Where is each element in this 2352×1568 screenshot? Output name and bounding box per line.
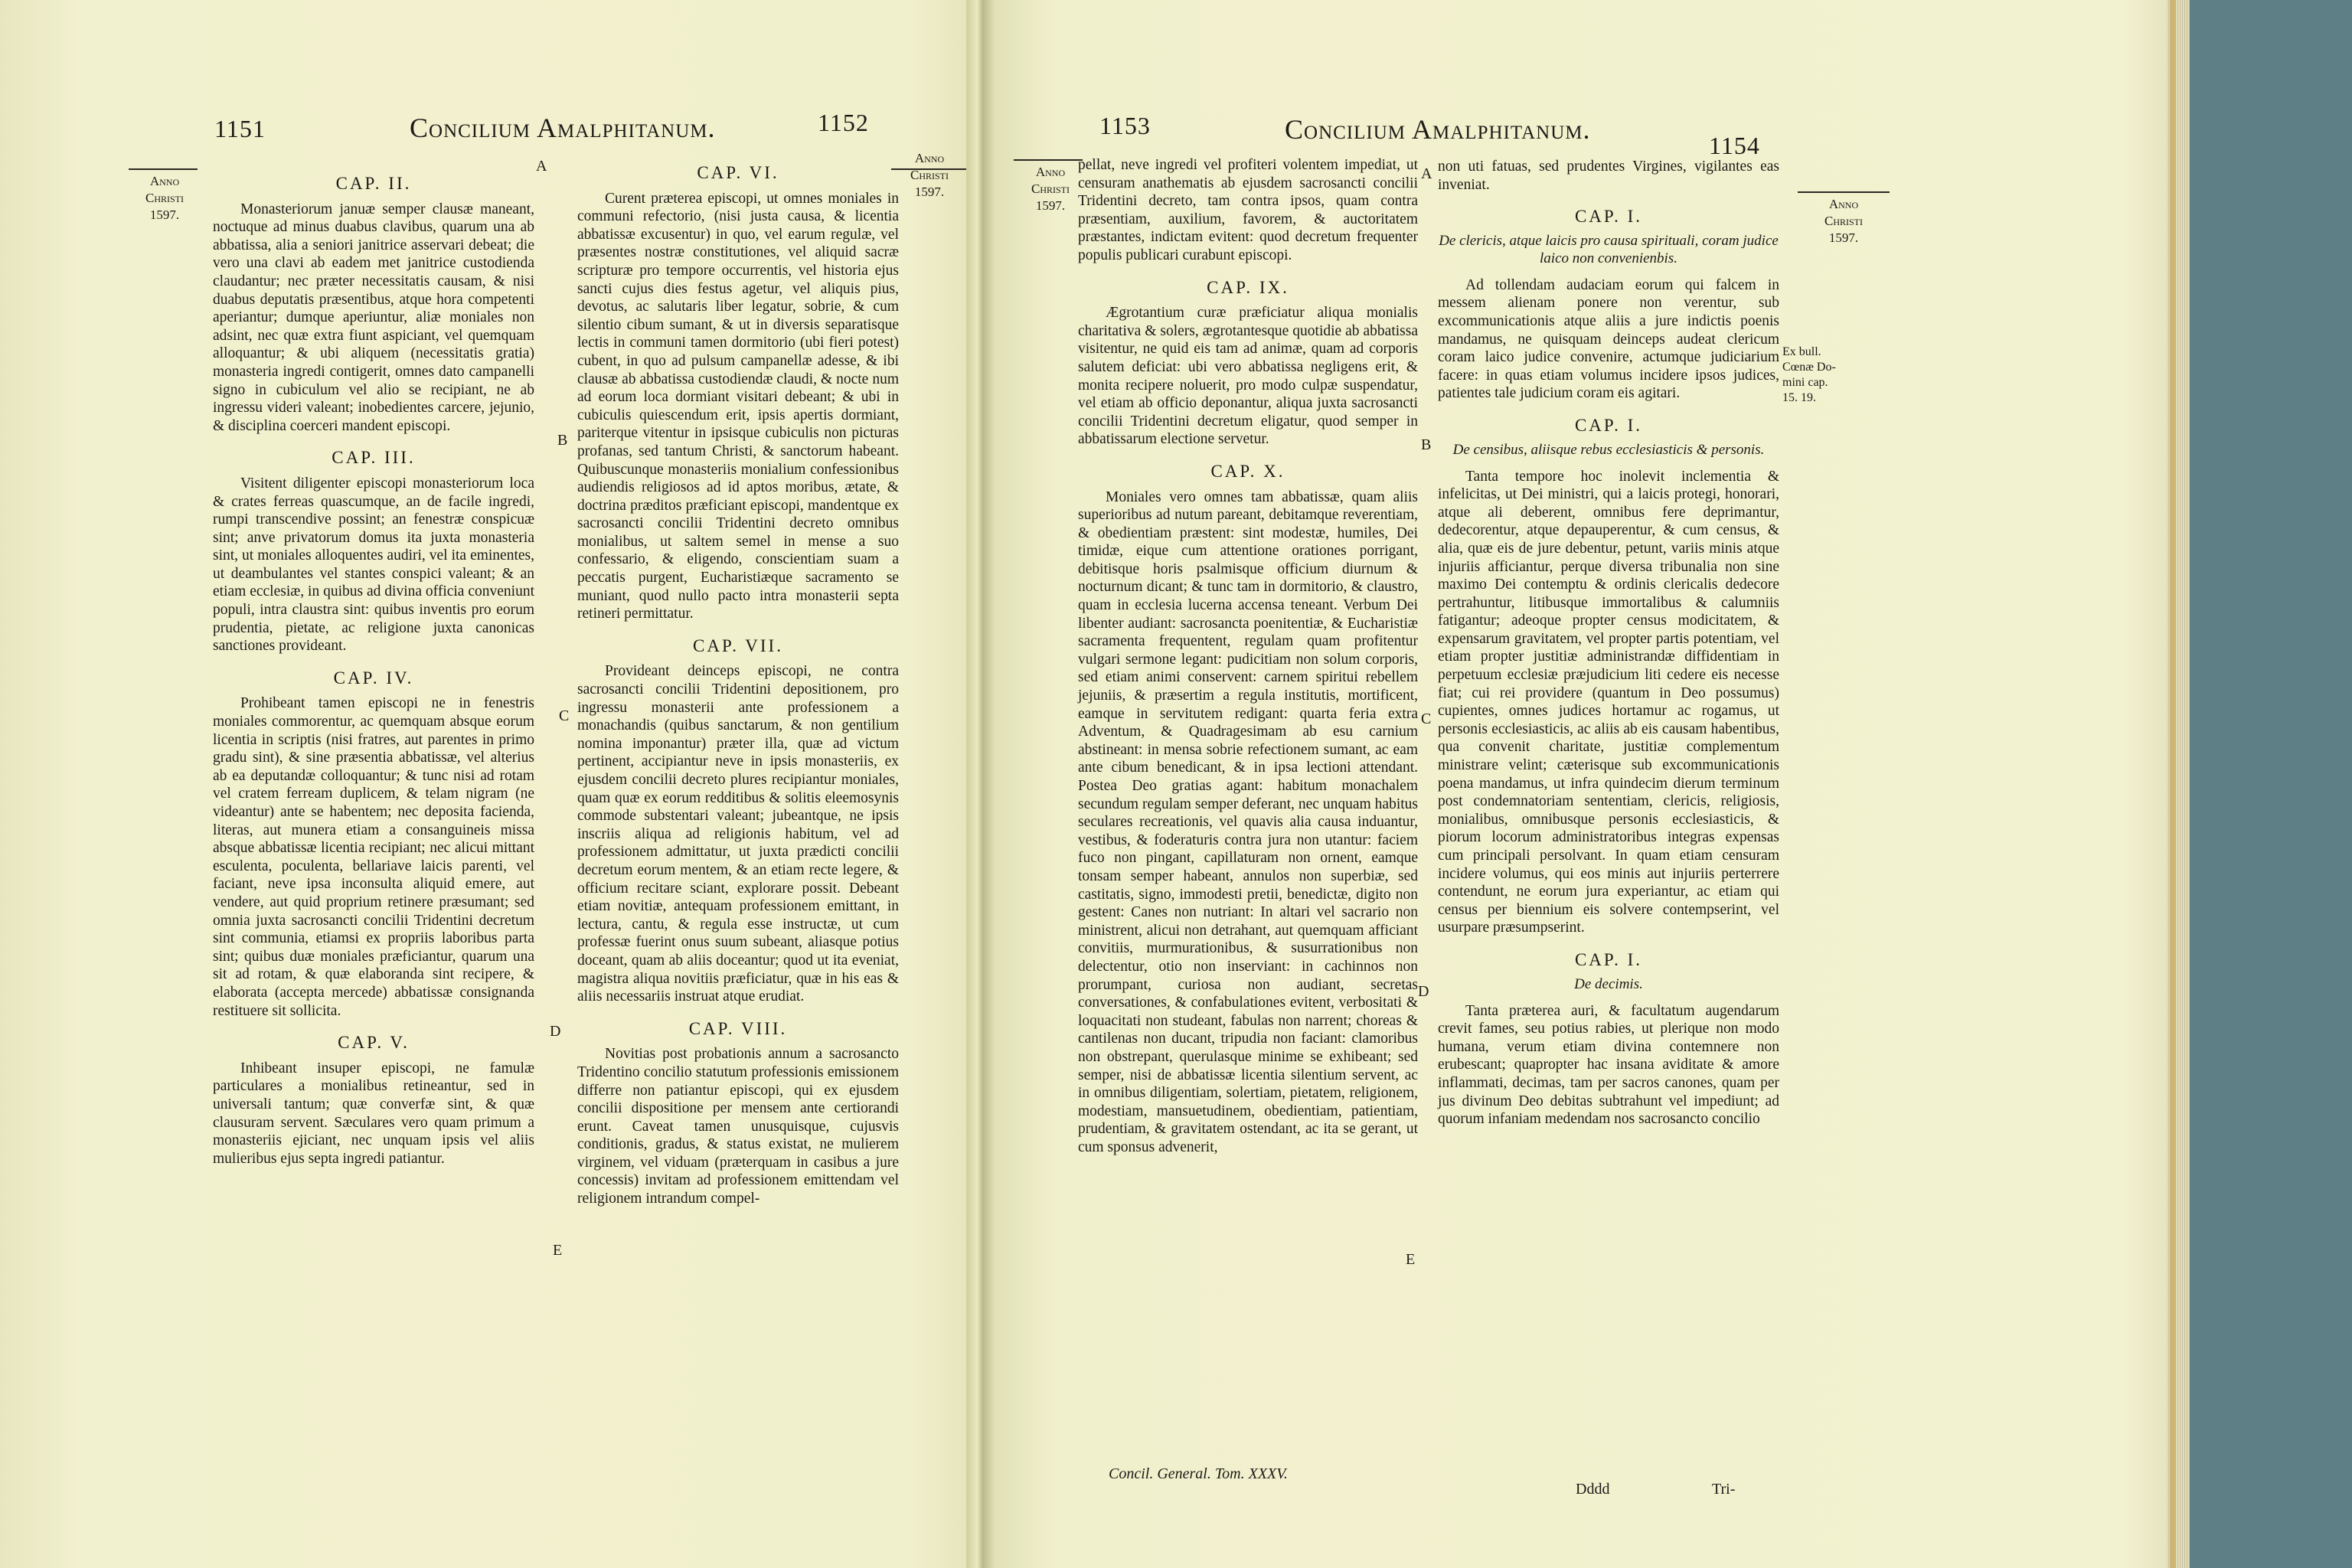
cap-text: Novitias post probationis annum a sacrosancto Tridentino concilio statutum professionis emissionem differre non patiantur episcopi, qui ex ejusdem concilii dispositione per mensem ante certiorandi erunt. Caveat tamen unusquisque, cujusvis conditionis, gradus, & status existat, ne mulierem virginem, vel viduam (præterquam in casibus a jure concessis) invitam ad professionem emittendam vel religionem intrandum compel- — [577, 1046, 899, 1207]
cap-text: Moniales vero omnes tam abbatissæ, quam aliis superioribus ad nutum pareant, debitamque reverentiam, & obedientiam præstent: sint modestæ, humiles, Dei timidæ, eique cum attentione orationes porrigant, debitisque horis psalmisque officium diurnum & nocturnum dicant; & tunc tam in dormitorio, & claustro, quam in ecclesia lucerna accensa teneant. Verbum Dei libenter audiant: sacrosancta poenitentiæ, & Eucharistiæ sacramenta frequentent, regulam quam profitentur vulgari sermone legant: pudicitiam non solum corporis, sed etiam animi conservent: carnem spiritui rebellem jejuniis, & præsertim a regula institutis, mortificent, eamque in servitutem redigant: quarta feria extra Adventum, & Quadragesimam ab esu carnium abstineant: in mensa sobrie refectionem sumant, ac eam ante cibum benedicant, & in ipsa lectioni attendant. Postea Deo gratias agant: habitum monachalem secundum regulam semper deferant, nec unquam habitus seculares recreationis, vel quavis alia causa induantur, vestibus, & foderaturis contra jura non utantur: faciem fuco non pingant, capillaturam non ornent, eamque tonsam semper habeant, annulos non superbiæ, sed castitatis, signo, immodesti pretii, benedictæ, digito non gestent: Canes non nutriant: In altari vel sacrario non ministrent, alicui non detrahant, aut quemquam afficiant convitiis, murmurationibus, & susurrationibus non delectentur, otio non inserviant: in cachinnos non prorumpant, curiosa non audiant, secretas conversationes, & confabulationes evitent, verbositati & loquacitati non studeant, fabulas non narrent; choreas & cantilenas non ducant, tripudia non faciant: clamoribus non obstrepant, querulasque minime se exhibeant; sed semper, nisi de abbatissæ licentia silentium servent, ac in omnibus diligentiam, solertiam, pietatem, religionem, modestiam, mansuetudinem, obedientiam, patientiam, prudentiam, & gravitatem ostendant, ac ita se gerant, ut cum sponsus advenerit, — [1078, 488, 1418, 1155]
cap-text: Prohibeant tamen episcopi ne in fenestris moniales commorentur, ac quemquam absque eorum licentia in scriptis (nisi fratres, aut parentes in primo gradu sint), & sine præsentia abbatissæ, vel alterius ab ea deputandæ colloquantur; & tunc nisi ad rotam vel cratem ferream duplicem, & telam nigram (ne videantur) ante se habentem; nec deposita facienda, literas, aut munera etiam a consanguineis missa absque abbatissæ licentia recipiant; nec alicui mittant esculenta, poculenta, bellariave laicis parenti, vel faciant, neve ipsa inconsulta aliquid emere, aut vendere, aut quid proprium retinere præsumant; sed omnia juxta sacrosancti concilii Tridentini decretum sint communia, etiamsi ex propriis laboribus parta sint; quibus duæ moniales præficiantur, quarum una sit ad rotam, & quæ elaboranda sint recipere, & elaborata (accepta mercede) abbatissæ consignanda restituere sit sollicita. — [213, 695, 534, 1019]
right-page — [986, 0, 2167, 1568]
margin-letter-a: A — [1421, 165, 1432, 182]
cap-subtitle: De clericis, atque laicis pro causa spirituali, coram judice laico non convenienbis. — [1439, 232, 1779, 266]
cap-heading: CAP. I. — [1574, 949, 1643, 969]
cap-text: pellat, neve ingredi vel profiteri volentem impediat, ut censuram anathematis ab ejusdem sacrosancti concilii Tridentini decreto, tam contra ipsos, quam contra præsentiam, auxilium, favorem, & auctoritatem præstantes, indictam evitent: quod decretum frequenter populis publicari curabunt episcopi. — [1078, 157, 1418, 263]
right-column-a — [1078, 156, 1418, 1158]
right-margin-rule — [1798, 191, 1890, 193]
book-spine-gutter — [966, 0, 994, 1568]
gilt-edge — [2170, 0, 2176, 1568]
cap-heading: CAP. X. — [1210, 461, 1285, 481]
left-page — [0, 0, 988, 1568]
book-cover — [2190, 0, 2352, 1568]
cap-text: Tanta tempore hoc inolevit inclementia & infelicitas, ut Dei ministri, qui a laicis protegi, honorari, atque ali deberent, omnibus fere deprimantur, dedecorentur, atque depauperentur, & cum census, & alia, quæ eis de jure debentur, petunt, variis minis atque injuriis afficiantur, perque diversa tribunalia non sine maximo Dei contemptu & ordinis clericalis dedecore pertrahuntur, litibusque immortalibus & calumniis fatigantur; adeoque propter census modicitatem, & expensarum gravitatem, vel propter partis potentiam, vel etiam propter justitiæ administrandæ diffidentiam in perpetuum ecclesiæ præjudicium liti cedere eis necesse fiat; cui rei providere (quantum in Deo possumus) cupientes, omnes judices hortamur ac rogamus, ut personis ecclesiasticis, ac aliis ab eis causam habentibus, qua convenit charitate, justitiæ complementum ministrare velint; cæterisque sub excommunicationis poena mandamus, ut infra quindecim dierum terminum post condemnatoriam sententiam, clericis, religiosis, monialibus, omnibusque personis ecclesiasticis, & piorum locorum administratoribus integras expensas cum principali persolvant. In quam etiam censuram incidere volumus, qui eos minis aut injuriis perterrere contendunt, ne eorum jura experiantur, ac etiam qui census per biennium eis solvere contempserint, vel usurpare præsumpserint. — [1438, 468, 1779, 936]
margin-letter-c: C — [1421, 710, 1432, 727]
right-column-b — [1438, 158, 1779, 1130]
margin-letter-d: D — [550, 1023, 561, 1040]
cap-heading: CAP. I. — [1574, 207, 1643, 227]
page-number-1151: 1151 — [214, 115, 266, 142]
cap-heading: CAP. II. — [335, 174, 412, 193]
left-margin-year: Anno Christi 1597. — [1031, 165, 1070, 213]
cap-subtitle: De censibus, aliisque rebus ecclesiasticis & personis. — [1452, 441, 1765, 458]
margin-letter-e: E — [1406, 1251, 1416, 1268]
page-number-1154: 1154 — [1709, 132, 1760, 159]
cap-heading: CAP. I. — [1574, 415, 1643, 435]
cap-heading: CAP. V. — [338, 1033, 410, 1053]
left-column-a — [213, 161, 534, 1169]
cap-heading: CAP. VII. — [693, 635, 783, 655]
cap-heading: CAP. VIII. — [688, 1018, 788, 1038]
running-title-right: Concilium Amalphitanum. — [1285, 114, 1591, 145]
margin-letter-b: B — [557, 432, 568, 449]
cap-text: non uti fatuas, sed prudentes Virgines, vigilantes eas inveniat. — [1438, 158, 1779, 193]
catchword: Tri- — [1712, 1481, 1736, 1498]
left-column-b — [577, 150, 899, 1210]
margin-letter-b: B — [1421, 436, 1432, 453]
cap-heading: CAP. VI. — [697, 163, 779, 182]
cap-text: Monasteriorum januæ semper clausæ maneant, noctuque ad minus duabus clavibus, quarum una ab abbatissa, alia a seniori janitrice asservari debeat; die vero una clavi ab eadem met janitrice custodienda claudantur; nec præter necessitatis causam, & nisi duabus deputatis præsentibus, atque hora competenti aperiantur; dumque aperiuntur, aliæ moniales non adsint, nec quæ extra fiunt aspiciant, vel quemquam alloquantur; & ubi aliquem (necessitatis gratia) monasteria ingredi contigerit, omnes dato campanelli signo in cubiculum vel alio se recipiant, ne ab ingressu videri valeant; inobedientes carcere, jejunio, & disciplina coerceri mandent episcopi. — [213, 201, 534, 434]
signature-mark: Dddd — [1576, 1481, 1610, 1498]
margin-letter-d: D — [1418, 983, 1429, 1000]
cap-text: Ægrotantium curæ præficiatur aliqua monialis charitativa & solers, ægrotantesque quotidie ab abbatissa visitentur, ne quid eis tam ad animæ, quam ad corporis salutem deficiat: ubi vero abbatissa negligens erit, & monita recipere noluerit, pro modo culpæ suspendatur, vel etiam ab officio deponantur, aliqua juxta sacrosancti concilii Tridentini decretum eligatur, quod semper in abbatissarum electione servetur. — [1078, 305, 1418, 448]
cap-subtitle: De decimis. — [1574, 975, 1643, 992]
left-margin-year: Anno Christi 1597. — [145, 174, 184, 222]
footer-volume: Concil. General. Tom. XXXV. — [1109, 1465, 1288, 1482]
margin-letter-e: E — [553, 1242, 563, 1259]
margin-letter-a: A — [536, 158, 547, 175]
left-margin-rule — [129, 168, 198, 170]
cap-heading: CAP. III. — [332, 448, 416, 468]
cap-text: Provideant deinceps episcopi, ne contra sacrosancti concilii Tridentini depositionem, pro ingressu monasterii ante professionem a monachandis (quibus sanctarum, & non gentilium nomina imponantur) præter illa, quæ ad victum pertinent, accipiantur neve in ipsis monasteriis, ex ejusdem concilii decreto plures recipiantur moniales, quam quæ ex eorum redditibus & solitis eleemosynis commode substentari valeant; jubeantque, ne ipsis inscriis aliqua ad religionis habitum, vel ad professionem admittatur, ut juxta prædicti concilii decretum eorum mentem, & an etiam recte legere, & officium recitare sciant, explorare possit. Debeant etiam novitiæ, antequam professionem emittant, in lectura, cantu, & regula esse instructæ, ut cum professæ fuerint onus suum subeant, aliasque potius doceant, quam ab aliis doceantur; quod ut ita eveniat, magistra aliqua novitiis præficiatur, quæ in his eas & aliis necessariis instruat atque erudiat. — [577, 663, 899, 1005]
running-title-left: Concilium Amalphitanum. — [410, 113, 716, 143]
left-margin-rule — [1014, 159, 1083, 161]
right-margin-year: Anno Christi 1597. — [910, 151, 949, 199]
cap-text: Curent præterea episcopi, ut omnes moniales in communi refectorio, (nisi justa causa, & licentia abbatissæ excusentur) in quo, vel earum regulæ, vel præsentes nostræ constitutiones, vel aliquid sacræ scripturæ pro tempore occurrentis, vel historia ejus sancti cujus dies festus agetur, vel aliquis pius, devotus, ac salutaris liber legatur, sobrie, & cum silentio cibum sumant, & ut in diversis separatisque lectis in communi tamen dormitorio (ubi fieri potest) cubent, in quo ad pulsum campanellæ adesse, & ibi clausæ ab abbatissa custodiendæ claudi, & nocte num ad eorum loca dormiant visitari debeant; & ubi in cubiculis quiescendum erit, ipsis apertis dormiant, pariterque vitentur in ipsisque cubiculis non picturas profanas, sed tantum Christi, & sanctorum habeant. Quibuscunque monasteriis monialium confessionibus audiendis religiosos ad id aptos moribus, ætate, & doctrina præditos præficiant episcopi, mandentque ex sacrosancti concilii Tridentini decreto omnibus monialibus, ut saltem semel in mense a suo confessario, & eligendo, conscientiam suam a peccatis purgent, Eucharistiæque sacramento se muniant, quod nullo pacto intra monasterii septa retineri permittatur. — [577, 190, 899, 622]
cap-heading: CAP. IV. — [333, 668, 414, 688]
cap-text: Ad tollendam audaciam eorum qui falcem in messem alienam ponere non verentur, sub excommunicationis atque aliis a jure indictis poenis mandamus, ne quisquam deinceps audeat clericum coram laico judice convenire, actumque judiciarium facere: in quas etiam volumus incidere ipsos judices, patientes tale judicium coram eis agitari. — [1438, 276, 1779, 402]
page-number-1152: 1152 — [818, 109, 869, 136]
page-number-1153: 1153 — [1099, 112, 1151, 139]
cap-text: Tanta præterea auri, & facultatum augendarum crevit fames, seu potius rabies, ut plerique non modo humana, verum etiam divina contemnere non erubescant; quapropter hac insana aviditate & amore inflammati, decimas, tam per sacros canones, quam per jus divinum Deo debitas subtrahunt vel impediunt; ad quorum infaniam medendam nos sacrosancto concilio — [1438, 1002, 1779, 1128]
cap-heading: CAP. IX. — [1207, 277, 1289, 297]
margin-letter-c: C — [559, 707, 570, 724]
cap-text: Visitent diligenter episcopi monasteriorum loca & crates ferreas quascumque, an de facile ingredi, rumpi transcendive possint; an fenestræ conspicuæ sint; anve privatorum domus ita juxta monasteria sint, ut moniales alloquentes audiri, vel ita eminentes, ut deambulantes vel stantes conspici valeant; & an etiam ecclesiæ, in quibus ad divina officia conveniunt populi, intra claustra sint: quibus inventis pro eorum prudentia, pietate, ac religione juxta canonicas sanctiones provideant. — [213, 475, 534, 655]
right-margin-year: Anno Christi 1597. — [1824, 197, 1863, 245]
side-note-bull: Ex bull. Cœnæ Do- mini cap. 15. 19. — [1782, 345, 1836, 404]
cap-text: Inhibeant insuper episcopi, ne famulæ particulares a monialibus retineantur, sed in universali tantum; quæ converfæ sint, & quæ clausuram servent. Sæculares vero quam primum a monasteriis ejiciant, nec unquam ipsis vel aliis mulieribus ejus septa ingredi patiantur. — [213, 1060, 534, 1167]
